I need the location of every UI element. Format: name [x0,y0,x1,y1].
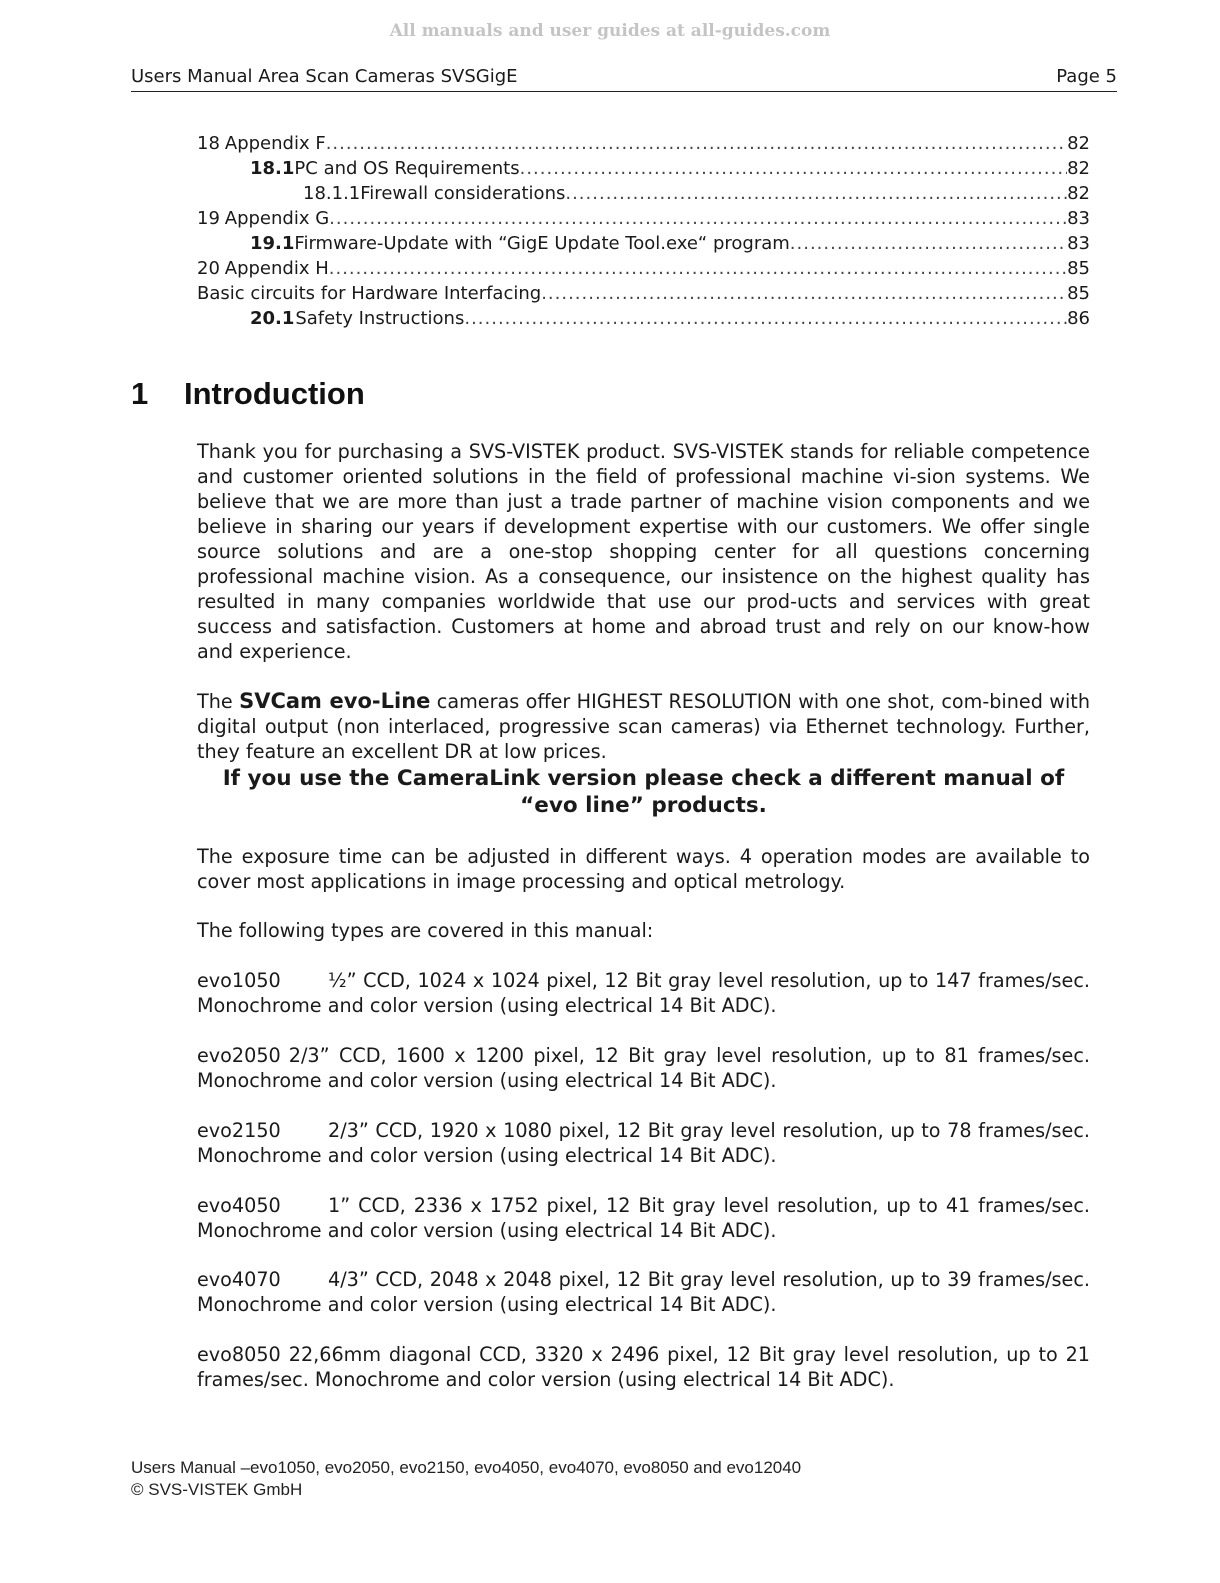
toc-number: 19.1 [250,233,295,254]
exposure-paragraph [197,844,1090,894]
model-entry [197,1342,1090,1392]
model-text [197,1043,1090,1093]
toc-number: 19 [197,208,220,229]
page-footer [131,1457,801,1501]
model-description: 4/3” CCD, 2048 x 2048 pixel, 12 Bit gray level resolution, up to 39 frames/sec. Monochrome and color version (using electrical 14 Bit ADC). [197,1268,1090,1316]
paragraph-text: The following types are covered in this manual: [197,919,654,942]
toc-page: 85 [1067,258,1090,279]
model-name: evo4070 [197,1268,281,1291]
paragraph-rest: cameras offer HIGHEST RESOLUTION with one shot, com-bined with digital output (non interlaced, progressive scan cameras) via Ethernet technology. Further, they feature an excellent DR at low prices. [197,690,1090,763]
model-name: evo1050 [197,969,281,992]
toc-leader [520,158,1067,179]
toc-entry[interactable] [197,308,1090,333]
toc-title: Appendix H [224,258,329,279]
model-name: evo4050 [197,1194,281,1217]
toc-number: 18 [197,133,220,154]
toc-title: Basic circuits for Hardware Interfacing [197,283,542,304]
toc-entry[interactable] [197,233,1090,258]
paragraph-prefix: The [197,690,240,713]
paragraph-text [197,689,1090,764]
paragraph-text: The exposure time can be adjusted in different ways. 4 operation modes are available to cover most applications in image processing and optical metrology. [197,845,1090,893]
model-entry [197,1193,1090,1243]
section-title: Introduction [184,376,365,411]
toc-entry[interactable] [197,208,1090,233]
footer-manual-title: Users Manual –evo1050, evo2050, evo2150, evo4050, evo4070, evo8050 and evo12040 [131,1458,802,1477]
toc-number: 20.1 [250,308,295,329]
toc-entry[interactable] [197,133,1090,158]
toc-page: 85 [1067,283,1090,304]
watermark: All manuals and user guides at all-guides.com [389,21,831,41]
header-title: Users Manual Area Scan Cameras SVSGigE [131,66,518,87]
toc-title: Appendix G [224,208,330,229]
toc-leader [326,133,1067,154]
toc-leader [790,233,1067,254]
model-text [197,1193,1090,1243]
table-of-contents [197,133,1090,333]
model-description: 1” CCD, 2336 x 1752 pixel, 12 Bit gray level resolution, up to 41 frames/sec. Monochrome and color version (using electrical 14 Bit ADC). [197,1194,1090,1242]
model-description: ½” CCD, 1024 x 1024 pixel, 12 Bit gray level resolution, up to 147 frames/sec. Monochrome and color version (using electrical 14 Bit ADC). [197,969,1090,1017]
product-line-name: SVCam evo-Line [239,689,431,713]
toc-entry[interactable] [197,183,1090,208]
toc-title: Firewall considerations [360,183,566,204]
toc-page: 83 [1067,233,1090,254]
toc-leader [541,283,1067,304]
toc-page: 82 [1067,158,1090,179]
section-number: 1 [131,376,149,411]
paragraph-text: Thank you for purchasing a SVS-VISTEK product. SVS-VISTEK stands for reliable competence and customer oriented solutions in the field of professional machine vi-sion systems. We believe that we are more than just a trade partner of machine vision components and we believe in sharing our years if development expertise with our customers. We offer single source solutions and are a one-stop shopping center for all questions concerning professional machine vision. As a consequence, our insistence on the highest quality has resulted in many companies worldwide that use our prod-ucts and services with great success and satisfaction. Customers at home and abroad trust and rely on our know-how and experience. [197,440,1090,663]
model-name: evo2050 [197,1044,281,1067]
toc-title: Safety Instructions [295,308,465,329]
section-heading [131,376,365,412]
toc-number: 18.1 [250,158,295,179]
toc-entry[interactable] [197,158,1090,183]
model-name: evo8050 [197,1343,281,1366]
model-text [197,968,1090,1018]
model-text [197,1342,1090,1392]
toc-leader [464,308,1067,329]
page-header [131,66,1117,92]
toc-title: Firmware-Update with “GigE Update Tool.exe“ program [294,233,790,254]
product-paragraph [197,689,1090,764]
types-intro [197,918,1090,943]
toc-title: Appendix F [224,133,326,154]
model-text [197,1267,1090,1317]
model-entry [197,968,1090,1018]
toc-number: 20 [197,258,220,279]
cameralink-notice [197,765,1090,819]
toc-entry[interactable] [197,283,1090,308]
page-number: Page 5 [1056,66,1117,87]
toc-leader [329,208,1067,229]
toc-title: PC and OS Requirements [294,158,520,179]
model-text [197,1118,1090,1168]
toc-page: 82 [1067,183,1090,204]
model-name: evo2150 [197,1119,281,1142]
toc-page: 86 [1067,308,1090,329]
toc-leader [329,258,1067,279]
toc-entry[interactable] [197,258,1090,283]
toc-number: 18.1.1 [303,183,361,204]
model-entry [197,1043,1090,1093]
toc-page: 83 [1067,208,1090,229]
notice-text: If you use the CameraLink version please check a different manual of “evo line” products. [222,766,1065,818]
model-description: 2/3” CCD, 1920 x 1080 pixel, 12 Bit gray level resolution, up to 78 frames/sec. Monochrome and color version (using electrical 14 Bit ADC). [197,1119,1090,1167]
model-entry [197,1118,1090,1168]
toc-page: 82 [1067,133,1090,154]
intro-paragraph [197,439,1090,664]
toc-leader [565,183,1067,204]
footer-copyright: © SVS-VISTEK GmbH [131,1480,303,1499]
model-description: 22,66mm diagonal CCD, 3320 x 2496 pixel, 12 Bit gray level resolution, up to 21 frames/sec. Monochrome and color version (using electrical 14 Bit ADC). [197,1343,1090,1391]
model-description: 2/3” CCD, 1600 x 1200 pixel, 12 Bit gray level resolution, up to 81 frames/sec. Monochrome and color version (using electrical 14 Bit ADC). [197,1044,1090,1092]
model-entry [197,1267,1090,1317]
